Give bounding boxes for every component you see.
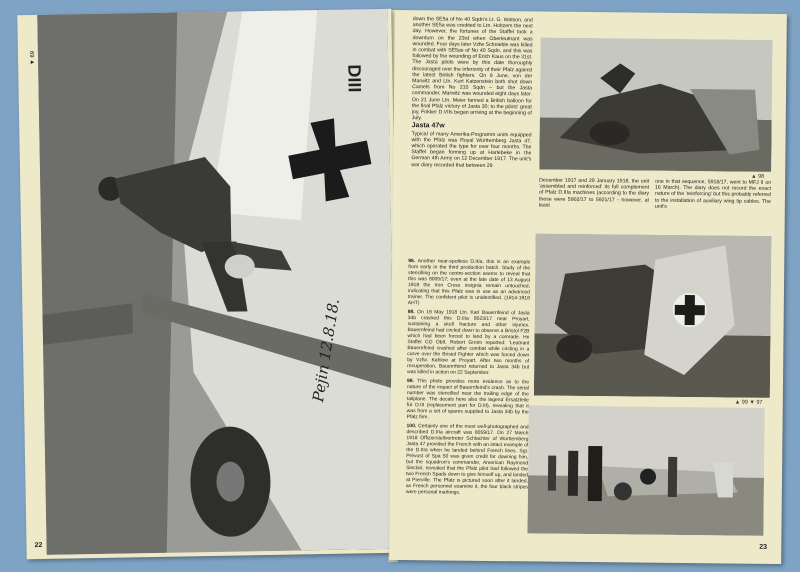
right-page-number: 23 — [759, 543, 768, 551]
caption-left-text: December 1917 and 29 January 1918, the unit 'assembled and reinforced' its full complement of Pfalz D.IIIa machines (according to the diary these were 5902/17 to 5921/17 - however, at least — [538, 177, 650, 209]
photo-illustration — [37, 9, 396, 555]
right-page — [389, 10, 787, 564]
svg-text:DIII: DIII — [344, 64, 365, 93]
caption-right-text: one in that sequence, 5918/17, went to MFJ II on 16 March). The diary does not record the exact nature of the 'reinforcing' but this probably referred to the installation of auxiliary wing tip cables. The unit's — [654, 178, 772, 210]
caption-number: 99. — [406, 378, 414, 385]
crashed-pfalz-photo-2 — [534, 233, 772, 397]
caption-number: 98. — [407, 309, 415, 316]
body-paragraph: Typical of many Amerika-Programm units equipped with the Pfalz was Royal Württemberg Jasta 47, which operated the type for over four months. The Staffel began forming up at Harlebeke in the German 4th Army on 12 December 1917. The unit's war diary recorded that between 29 — [411, 130, 532, 169]
left-page — [17, 9, 400, 559]
left-page-number: 22 — [34, 541, 43, 550]
caption-100 — [406, 423, 529, 496]
caption-99 — [407, 378, 529, 421]
photo-99-marker: ▲ 99 ▼ 97 — [734, 399, 763, 406]
photo-caption-left — [539, 177, 650, 228]
caption-text: Another near-spotless D.IIIa, this is an example from early in the third production batch. Study of the stencilling on the centre-section seems to reveal that this was 8005/17; even at the late date of 13 August 1918 the Iron Cross insignia remain untouched, indicating that this Pfalz was in use as an advanced trainer. The confident pilot is unidentified. (1914-1918 AHT) — [407, 258, 531, 307]
intro-paragraph: down the SE5a of No 40 Sqdn's Lt. G. Watson, and another SE5a was credited to Ltn. Holtzem the next day. However, the fortunes of the Staffel took a downturn on the 23rd when Oberleutnant was wounded. Four days later Vzfw Schnieble was killed in combat with SE5as of No 40 Sqdn, and this was followed by the wounding of Erich Kaus on the 31st. The Jasta pilots were by this date thoroughly discouraged over the inferiority of their Pfalz against the latest British fighters. On 9 June, von der Marwitz and Ltn. Kurt Katzenstein both shot down Camels from No 210 Sqdn – but the Jasta commander, Marwitz was wounded eight days later. On 21 June Ltn. Meier fanned a British balloon for the final Pfalz victory of Jasta 30; to the pilots' great joy, Fokker D.VIIs began arriving at the beginning of July. — [411, 16, 533, 122]
caption-text: On 19 May 1918 Ltn. Karl Bauernfeind of Jasta 34b crashed this D.IIIa 8023/17 near Proyart, sustaining a skull fracture and other injuries. Bauernfeind had circled down to observe a Bristol F2B which had been forced to land by a comrade. He Staffel CO Oblt. Robert Greim reported: 'Leutnant Bauernfeind crashed after combat while circling in a curve over the Bristol Fighter which was forced down by Vzfw. Kahlow at Proyart. After two months of recuperation, Bauernfeind returned to Jasta 34b but was killed in action on 22 September. — [407, 309, 530, 376]
caption-number: 96. — [408, 258, 416, 265]
caption-96 — [408, 258, 530, 307]
crashed-pfalz-photo-1 — [539, 37, 772, 171]
caption-number: 100. — [406, 423, 417, 430]
caption-text: This photo provides more evidence as to the nature of the impact of Bauernfeind's crash. The serial number was stencilled near the trailing edge of the tailplane. The decals here also the legend Ersatzteile für D.III (replacement part for D.III), revealing that it was from a set of spares supplied to Jasta 34b by the Pfalz firm. — [406, 378, 530, 421]
landed-pfalz-photo — [527, 405, 764, 535]
signature-text: Pejin 12.8.18. — [309, 297, 344, 404]
section-heading: Jasta 47w — [411, 122, 445, 130]
captions-column — [405, 258, 530, 544]
photo-98-marker: ▲ 98 — [751, 173, 765, 180]
caption-98 — [407, 309, 530, 376]
pilot-with-pfalz-photo — [37, 9, 396, 555]
text-column-1 — [410, 16, 533, 257]
caption-text: Certainly one of the most well-photographed and described D.IIIa aircraft was 8059/17. On 27 March 1918 Offizierstellvertreter Schlachter of Württemberg Jasta 47 provided the French with an intact example of the D.IIIa when he landed behind French lines. Sgt. Prévost of Spa 50 was given credit for downing him, but the squadron's commander, American Raymond Sinclair, revealed that the Pfalz pilot had followed the two French Spads down to give himself up, and landed at Pierville. The Pfalz is pictured soon after it landed, as French personnel examine it, the four black stripes were personal markings. — [405, 423, 529, 496]
photo-caption-right — [655, 179, 772, 230]
top-photo-marker: ▼ 69 — [30, 50, 37, 66]
